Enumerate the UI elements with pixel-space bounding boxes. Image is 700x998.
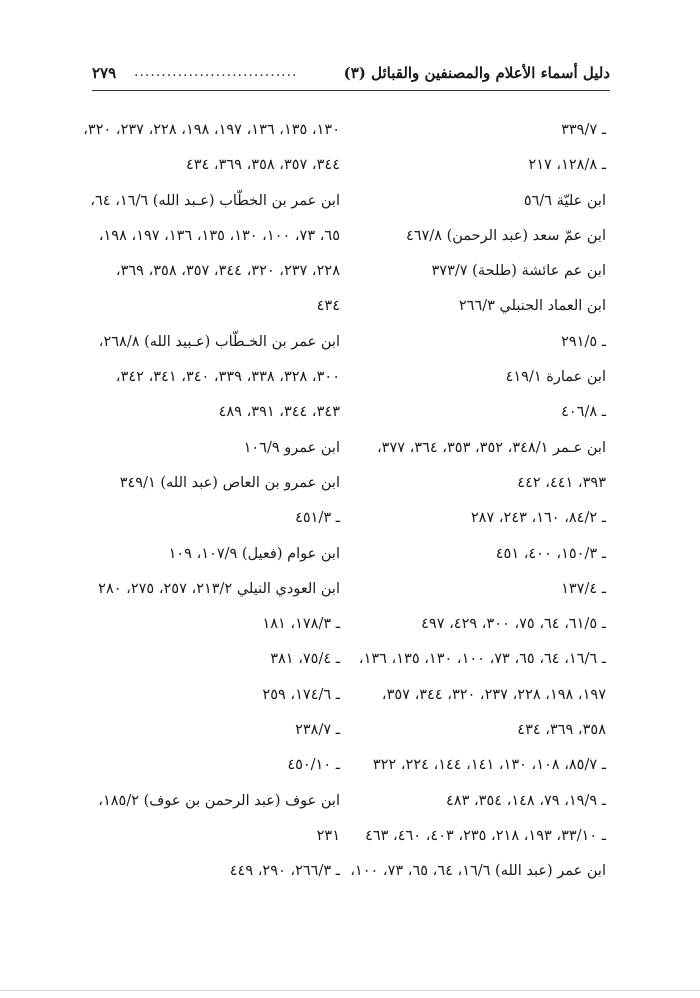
index-entry-line: ـ ٢٣٨/٧ <box>295 722 340 739</box>
index-entry-line: ـ ٣٣/١٠، ١٩٣، ٢١٨، ٢٣٥، ٤٠٣، ٤٦٠، ٤٦٣ <box>365 827 606 844</box>
index-entry-line: ٣٠٠، ٣٢٨، ٣٣٨، ٣٣٩، ٣٤٠، ٣٤١، ٣٤٢، <box>115 369 340 386</box>
index-entry-line: ـ ٨٤/٢، ١٦٠، ٢٤٣، ٢٨٧ <box>470 510 606 527</box>
index-entry-line: ابن عليّة ٥٦/٦ <box>523 192 606 209</box>
index-entry-line: ٦٥، ٧٣، ١٠٠، ١٣٠، ١٣٥، ١٣٦، ١٩٧، ١٩٨، <box>98 227 340 244</box>
index-entry-line: ٣٩٣، ٤٤١، ٤٤٢ <box>517 474 606 491</box>
index-entry-line: ابن عمرو بن العاص (عبد الله) ٣٤٩/١ <box>119 474 340 491</box>
header-leader-dots: .............................. <box>134 64 298 80</box>
index-entry-line: ابن عوام (فعيل) ١٠٧/٩، ١٠٩ <box>168 545 340 562</box>
index-entry-line: ١٣٠، ١٣٥، ١٣٦، ١٩٧، ١٩٨، ٢٢٨، ٢٣٧، ٣٢٠، <box>83 122 340 138</box>
index-entry-line: ابن عوف (عبد الرحمن بن عوف) ١٨٥/٢، <box>98 792 340 809</box>
index-entry-line: ابن عمارة ٤١٩/١ <box>505 369 606 386</box>
index-entry-line: ابن عـمر ٣٤٨/١، ٣٥٢، ٣٥٣، ٣٦٤، ٣٧٧، <box>376 439 606 456</box>
index-entry-line: ـ ١٧٨/٣، ١٨١ <box>262 616 340 633</box>
index-entry-line: ـ ٦١/٥، ٦٤، ٧٥، ٣٠٠، ٤٢٩، ٤٩٧ <box>421 616 606 633</box>
index-entry-line: ابن عمر بن الخطّاب (عـبد الله) ١٦/٦، ٦٤، <box>90 192 340 209</box>
index-entry-line: ٢٣١ <box>316 827 340 844</box>
index-column-left <box>83 116 340 893</box>
index-column-right <box>350 116 606 893</box>
index-entry-line: ٣٤٤، ٣٥٧، ٣٥٨، ٣٦٩، ٤٣٤ <box>185 157 340 174</box>
index-entry-line: ٣٤٣، ٣٤٤، ٣٩١، ٤٨٩ <box>218 404 340 421</box>
index-entry-line: ـ ٢٦٦/٣، ٢٩٠، ٤٤٩ <box>229 863 340 880</box>
index-entry-line: ابن العماد الحنبلي ٢٦٦/٣ <box>458 298 606 315</box>
index-entry-line: ٤٣٤ <box>316 298 340 315</box>
index-entry-line: ـ ٤٥٠/١٠ <box>287 757 340 774</box>
index-entry-line: ـ ٧٥/٤، ٣٨١ <box>270 651 340 668</box>
index-entry-line: ١٩٧، ١٩٨، ٢٢٨، ٢٣٧، ٣٢٠، ٣٤٤، ٣٥٧، <box>381 686 606 703</box>
index-entry-line: ـ ٢٩١/٥ <box>561 333 606 350</box>
running-header <box>92 62 610 92</box>
header-title: دليل أسماء الأعلام والمصنفين والقبائل (٣) <box>343 64 610 82</box>
index-entry-line: ـ ١٧٤/٦، ٢٥٩ <box>262 686 340 703</box>
index-entry-line: ٢٢٨، ٢٣٧، ٣٢٠، ٣٤٤، ٣٥٧، ٣٥٨، ٣٦٩، <box>115 263 340 280</box>
index-entry-line: ـ ١٥٠/٣، ٤٠٠، ٤٥١ <box>495 545 606 562</box>
index-entry-line: ـ ٤٥١/٣ <box>295 510 340 527</box>
index-entry-line: ـ ١٦/٦، ٦٤، ٦٥، ٧٣، ١٠٠، ١٣٠، ١٣٥، ١٣٦، <box>358 651 606 668</box>
index-entry-line: ابن عمر (عبد الله) ١٦/٦، ٦٤، ٦٥، ٧٣، ١٠٠، <box>350 863 606 880</box>
index-entry-line: ابن عمرو ١٠٦/٩ <box>243 439 340 456</box>
index-entry-line: ـ ١٣٧/٤ <box>561 580 606 597</box>
index-entry-line: ـ ٨٥/٧، ١٠٨، ١٣٠، ١٤١، ١٤٤، ٢٢٤، ٣٢٢ <box>372 757 606 774</box>
index-entry-line: ابن عمر بن الخـطّاب (عـبيد الله) ٢٦٨/٨، <box>98 333 340 350</box>
index-entry-line: ابن عم عائشة (طلحة) ٣٧٣/٧ <box>431 263 606 280</box>
index-entry-line: ابن العودي النيلي ٢١٣/٢، ٢٥٧، ٢٧٥، ٢٨٠ <box>98 580 340 597</box>
index-entry-line: ـ ٤٠٦/٨ <box>561 404 606 421</box>
page-number: ٢٧٩ <box>92 64 117 82</box>
page-bottom-edge <box>0 990 700 991</box>
index-entry-line: ـ ٣٣٩/٧ <box>561 122 606 138</box>
header-rule <box>92 90 610 91</box>
index-entry-line: ٣٥٨، ٣٦٩، ٤٣٤ <box>517 722 606 739</box>
index-entry-line: ـ ١٩/٩، ٧٩، ١٤٨، ٣٥٤، ٤٨٣ <box>446 792 606 809</box>
index-entry-line: ابن عمّ سعد (عبد الرحمن) ٤٦٧/٨ <box>405 227 606 244</box>
index-entry-line: ـ ١٢٨/٨، ٢١٧ <box>528 157 606 174</box>
